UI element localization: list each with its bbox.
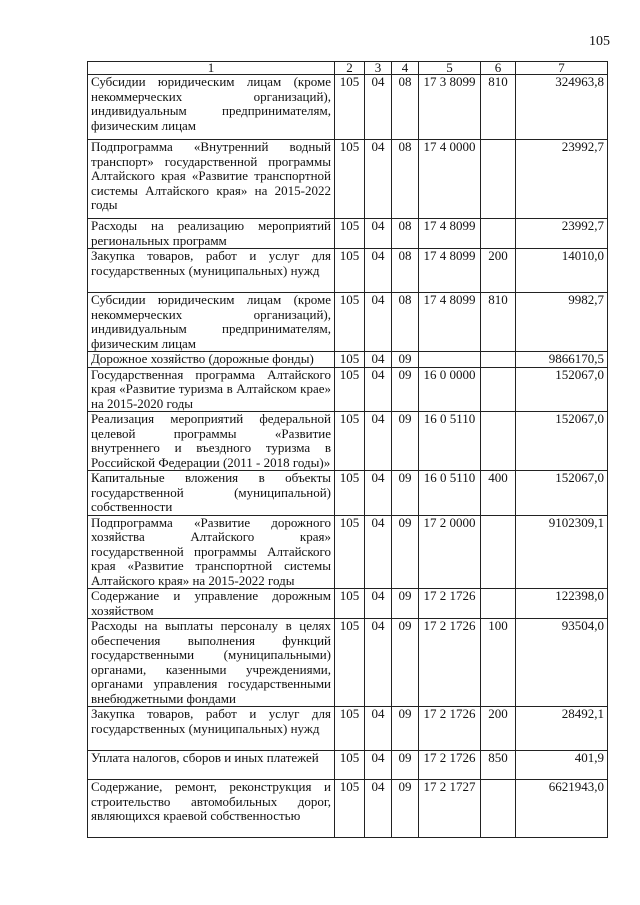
target-article: 17 2 1727	[419, 780, 481, 838]
column-header: 6	[481, 62, 516, 75]
expense-type: 200	[481, 707, 516, 751]
expense-name: Подпрограмма «Внутренний водный транспорт» государственной программы Алтайского края «Развитие транспортной системы Алтайского края» на 2015-2022 годы	[88, 140, 335, 219]
subsection-code: 08	[392, 219, 419, 249]
expense-type	[481, 352, 516, 368]
expense-name: Субсидии юридическим лицам (кроме некоммерческих организаций), индивидуальным предпринимателям, физическим лицам	[88, 75, 335, 140]
target-article: 17 4 0000	[419, 140, 481, 219]
table-row	[88, 249, 608, 293]
expense-name: Закупка товаров, работ и услуг для государственных (муниципальных) нужд	[88, 249, 335, 293]
expense-name: Реализация мероприятий федеральной целевой программы «Развитие внутреннего и въездного туризма в Российской Федерации (2011 - 2018 годы)»	[88, 412, 335, 471]
expense-name: Содержание, ремонт, реконструкция и строительство автомобильных дорог, являющихся краевой собственностью	[88, 780, 335, 838]
expense-type	[481, 219, 516, 249]
target-article: 17 2 1726	[419, 589, 481, 619]
amount: 28492,1	[516, 707, 608, 751]
page-number: 105	[589, 34, 610, 49]
amount: 23992,7	[516, 140, 608, 219]
admin-code: 105	[335, 412, 365, 471]
subsection-code: 09	[392, 352, 419, 368]
expense-type: 810	[481, 293, 516, 352]
section-code: 04	[365, 367, 392, 412]
table-row	[88, 515, 608, 589]
admin-code: 105	[335, 293, 365, 352]
expense-name: Капитальные вложения в объекты государственной (муниципальной) собственности	[88, 471, 335, 516]
table-row	[88, 780, 608, 838]
target-article: 17 2 0000	[419, 515, 481, 589]
subsection-code: 08	[392, 293, 419, 352]
subsection-code: 08	[392, 249, 419, 293]
admin-code: 105	[335, 515, 365, 589]
amount: 122398,0	[516, 589, 608, 619]
column-header: 1	[88, 62, 335, 75]
target-article: 17 2 1726	[419, 619, 481, 707]
column-header: 2	[335, 62, 365, 75]
expense-name: Закупка товаров, работ и услуг для государственных (муниципальных) нужд	[88, 707, 335, 751]
subsection-code: 09	[392, 471, 419, 516]
expense-name: Уплата налогов, сборов и иных платежей	[88, 751, 335, 780]
amount: 324963,8	[516, 75, 608, 140]
table-row	[88, 619, 608, 707]
admin-code: 105	[335, 471, 365, 516]
expense-name: Расходы на выплаты персоналу в целях обеспечения выполнения функций государственными (муниципальными) органами, казенными учреждениями, органами управления государственными внебюджетными фондами	[88, 619, 335, 707]
expense-type	[481, 780, 516, 838]
section-code: 04	[365, 140, 392, 219]
table-row	[88, 367, 608, 412]
admin-code: 105	[335, 751, 365, 780]
expense-type: 200	[481, 249, 516, 293]
expense-name: Содержание и управление дорожным хозяйством	[88, 589, 335, 619]
amount: 23992,7	[516, 219, 608, 249]
target-article: 16 0 0000	[419, 367, 481, 412]
target-article: 17 3 8099	[419, 75, 481, 140]
table-row	[88, 352, 608, 368]
expense-type	[481, 515, 516, 589]
subsection-code: 08	[392, 75, 419, 140]
table-row	[88, 219, 608, 249]
table-row	[88, 140, 608, 219]
table-row	[88, 589, 608, 619]
admin-code: 105	[335, 75, 365, 140]
column-header: 7	[516, 62, 608, 75]
amount: 9102309,1	[516, 515, 608, 589]
expense-name: Расходы на реализацию мероприятий региональных программ	[88, 219, 335, 249]
table-row	[88, 293, 608, 352]
table-row	[88, 412, 608, 471]
column-header: 5	[419, 62, 481, 75]
table-header-row	[88, 62, 608, 75]
expense-name: Субсидии юридическим лицам (кроме некоммерческих организаций), индивидуальным предпринимателям, физическим лицам	[88, 293, 335, 352]
target-article: 17 4 8099	[419, 219, 481, 249]
admin-code: 105	[335, 352, 365, 368]
section-code: 04	[365, 249, 392, 293]
expense-type: 850	[481, 751, 516, 780]
admin-code: 105	[335, 367, 365, 412]
admin-code: 105	[335, 589, 365, 619]
section-code: 04	[365, 619, 392, 707]
target-article: 16 0 5110	[419, 412, 481, 471]
section-code: 04	[365, 75, 392, 140]
amount: 9866170,5	[516, 352, 608, 368]
expense-type	[481, 140, 516, 219]
admin-code: 105	[335, 780, 365, 838]
expense-type: 400	[481, 471, 516, 516]
section-code: 04	[365, 412, 392, 471]
section-code: 04	[365, 293, 392, 352]
amount: 152067,0	[516, 471, 608, 516]
table-row	[88, 707, 608, 751]
expense-type: 100	[481, 619, 516, 707]
target-article: 17 4 8099	[419, 249, 481, 293]
expense-type	[481, 367, 516, 412]
admin-code: 105	[335, 219, 365, 249]
section-code: 04	[365, 589, 392, 619]
amount: 6621943,0	[516, 780, 608, 838]
expense-name: Дорожное хозяйство (дорожные фонды)	[88, 352, 335, 368]
section-code: 04	[365, 219, 392, 249]
target-article: 17 2 1726	[419, 707, 481, 751]
amount: 401,9	[516, 751, 608, 780]
subsection-code: 09	[392, 707, 419, 751]
target-article: 17 2 1726	[419, 751, 481, 780]
subsection-code: 09	[392, 515, 419, 589]
amount: 152067,0	[516, 412, 608, 471]
target-article: 16 0 5110	[419, 471, 481, 516]
amount: 152067,0	[516, 367, 608, 412]
column-header: 4	[392, 62, 419, 75]
table-row	[88, 75, 608, 140]
table-row	[88, 751, 608, 780]
budget-table	[87, 61, 608, 838]
amount: 9982,7	[516, 293, 608, 352]
section-code: 04	[365, 707, 392, 751]
admin-code: 105	[335, 619, 365, 707]
amount: 93504,0	[516, 619, 608, 707]
section-code: 04	[365, 471, 392, 516]
expense-type	[481, 589, 516, 619]
admin-code: 105	[335, 707, 365, 751]
expense-type: 810	[481, 75, 516, 140]
section-code: 04	[365, 780, 392, 838]
column-header: 3	[365, 62, 392, 75]
table-row	[88, 471, 608, 516]
subsection-code: 09	[392, 589, 419, 619]
expense-name: Государственная программа Алтайского края «Развитие туризма в Алтайском крае» на 2015-2020 годы	[88, 367, 335, 412]
section-code: 04	[365, 352, 392, 368]
section-code: 04	[365, 751, 392, 780]
expense-type	[481, 412, 516, 471]
admin-code: 105	[335, 140, 365, 219]
target-article: 17 4 8099	[419, 293, 481, 352]
subsection-code: 09	[392, 412, 419, 471]
subsection-code: 08	[392, 140, 419, 219]
expense-name: Подпрограмма «Развитие дорожного хозяйства Алтайского края» государственной программы Алтайского края «Развитие транспортной системы Алтайского края» на 2015-2022 годы	[88, 515, 335, 589]
subsection-code: 09	[392, 780, 419, 838]
subsection-code: 09	[392, 751, 419, 780]
subsection-code: 09	[392, 619, 419, 707]
section-code: 04	[365, 515, 392, 589]
admin-code: 105	[335, 249, 365, 293]
subsection-code: 09	[392, 367, 419, 412]
target-article	[419, 352, 481, 368]
amount: 14010,0	[516, 249, 608, 293]
